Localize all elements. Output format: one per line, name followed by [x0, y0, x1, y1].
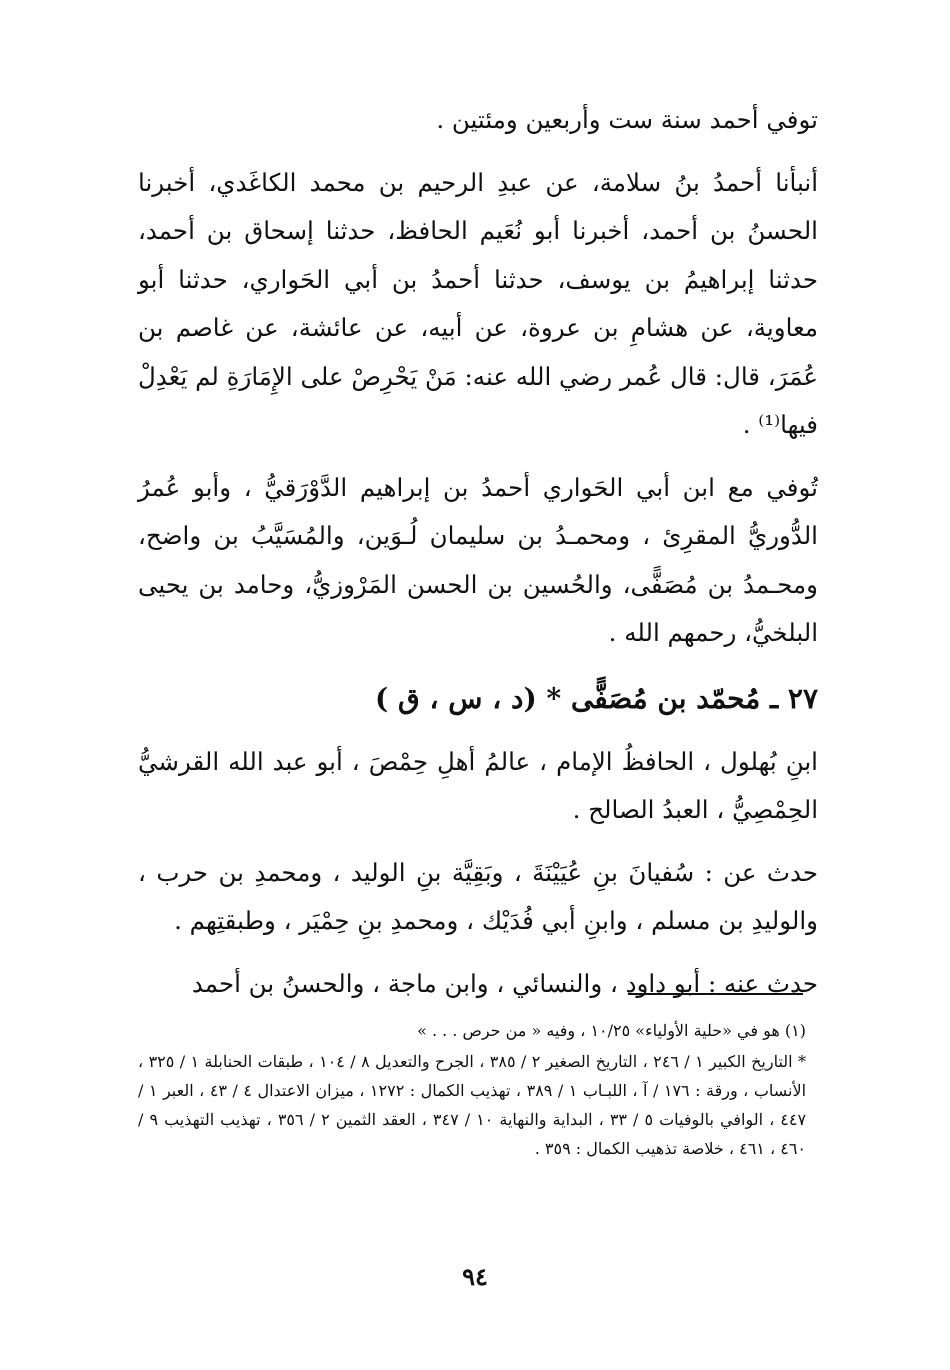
- paragraph-biography: ابنِ بُهلول ، الحافظُ الإمام ، عالمُ أهلِ حِمْصَ ، أبو عبد الله القرشيُّ الحِمْصِيُّ ، العبدُ الصالح .: [138, 746, 818, 824]
- footnotes: [138, 1016, 806, 1165]
- footnote-sources: * التاريخ الكبير ١ / ٢٤٦ ، التاريخ الصغير ٢ / ٣٨٥ ، الجرح والتعديل ٨ / ١٠٤ ، طبقات الحنابلة ١ / ٣٢٥ ، الأنساب ، ورقة : ١٧٦ / آ ، اللبـاب ١ / ٣٨٩ ، تهذيب الكمال : ١٢٧٢ ، ميزان الاعتدال ٤ / ٤٣ ، العبر ١ / ٤٤٧ ، الوافي بالوفيات ٥ / ٣٣ ، البداية والنهاية ١٠ / ٣٤٧ ، العقد الثمين ٢ / ٣٥٦ ، تهذيب التهذيب ٩ / ٤٦٠ ، ٤٦١ ، خلاصة تذهيب الكمال : ٣٥٩ .: [138, 1052, 807, 1158]
- paragraph-narrated-by: حدث عنه : أبو داود ، والنسائي ، وابن ماجة ، والحسنُ بن أحمد: [191, 968, 818, 998]
- main-text: [138, 96, 818, 1022]
- entry-heading: ٢٧ ـ مُحمّد بن مُصَفًّى * (د ، س ، ق ): [375, 681, 818, 715]
- paragraph-narrated-from: حدث عن : سُفيانَ بنِ عُيَيْنَةَ ، وبَقِيَّة بنِ الوليد ، ومحمدِ بن حرب ، والوليدِ بن مسلم ، وابنِ أبي فُدَيْك ، ومحمدِ بنِ حِمْيَر ، وطبقتِهم .: [138, 857, 818, 935]
- footnote-1: (١) هو في «حلية الأولياء» ١٠/٢٥ ، وفيه « من حرص . . . »: [417, 1021, 806, 1040]
- page-number: ٩٤: [462, 1262, 488, 1291]
- paragraph-death-note: توفي أحمد سنة ست وأربعين ومئتين .: [436, 105, 818, 134]
- footnote-divider: [628, 993, 803, 995]
- paragraph-deaths-list: تُوفي مع ابن أبي الحَواري أحمدُ بن إبراهيم الدَّوْرَقيُّ ، وأبو عُمرُ الدُّوريُّ المقرِئ ، ومحمـدُ بن سليمان لُـوَين، والمُسَيَّبُ بن واضح، ومحـمدُ بن مُصَفًّى، والحُسين بن الحسن المَرْوزيُّ، وحامد بن يحيى البلخيُّ، رحمهم الله .: [138, 472, 818, 647]
- paragraph-hadith-chain: أنبأنا أحمدُ بنُ سلامة، عن عبدِ الرحيم بن محمد الكاغَدي، أخبرنا الحسنُ بن أحمد، أخبرنا أبو نُعَيم الحافظ، حدثنا إسحاق بن أحمد، حدثنا إبراهيمُ بن يوسف، حدثنا أحمدُ بن أبي الحَواري، حدثنا أبو معاوية، عن هشامِ بن عروة، عن أبيه، عن عائشة، عن غاصم بن عُمَرَ، قال: قال عُمر رضي الله عنه: مَنْ يَحْرِصْ على الإِمَارَةِ لم يَعْدِلْ فيها⁽¹⁾ .: [138, 167, 818, 439]
